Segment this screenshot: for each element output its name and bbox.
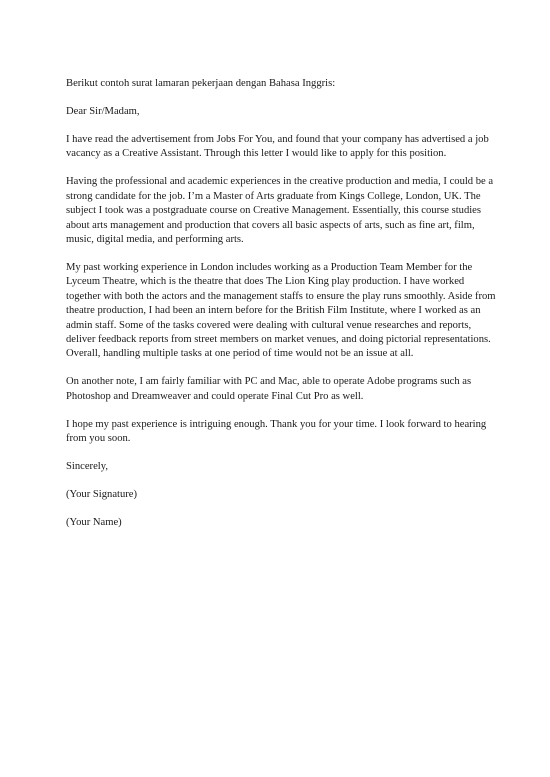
salutation: Dear Sir/Madam, xyxy=(66,106,140,117)
signature-placeholder: (Your Signature) xyxy=(66,489,138,501)
paragraph-skills: On another note, I am fairly familiar with PC and Mac, able to operate Adobe programs such as Photoshop and Dreamweaver and could operate Final Cut Pro as well. xyxy=(66,376,472,402)
paragraph-education: Having the professional and academic experiences in the creative production and media, I could be a strong candidate for the job. I’m a Master of Arts graduate from Kings College, London, UK. The subject I took was a postgraduate course on Creative Management. Essentially, this course studies about arts management and production that covers all basic aspects of arts, such as fine art, film, music, digital media, and performing arts. xyxy=(66,176,494,246)
paragraph-application: I have read the advertisement from Jobs For You, and found that your company has advertised a job vacancy as a Creative Assistant. Through this letter I would like to apply for this position. xyxy=(66,134,489,160)
paragraph-experience: My past working experience in London includes working as a Production Team Member for the Lyceum Theatre, which is the theatre that does The Lion King play production. I have worked together with both the actors and the management staffs to ensure the play runs smoothly. Aside from theatre production, I had been an intern before for the British Film Institute, where I worked as an admin staff. Some of the tasks covered were dealing with cultural venue researches and reports, deliver feedback reports from street members on market venues, and doing pictorial representations. Overall, handling multiple tasks at one period of time would not be an issue at all. xyxy=(66,262,496,360)
paragraph-closing-remarks: I hope my past experience is intriguing enough. Thank you for your time. I look forward to hearing from you soon. xyxy=(66,418,487,445)
closing-line: Sincerely, xyxy=(66,461,108,473)
name-placeholder: (Your Name) xyxy=(66,517,122,529)
letter-body xyxy=(66,77,498,544)
intro-line: Berikut contoh surat lamaran pekerjaan dengan Bahasa Inggris: xyxy=(66,78,336,89)
